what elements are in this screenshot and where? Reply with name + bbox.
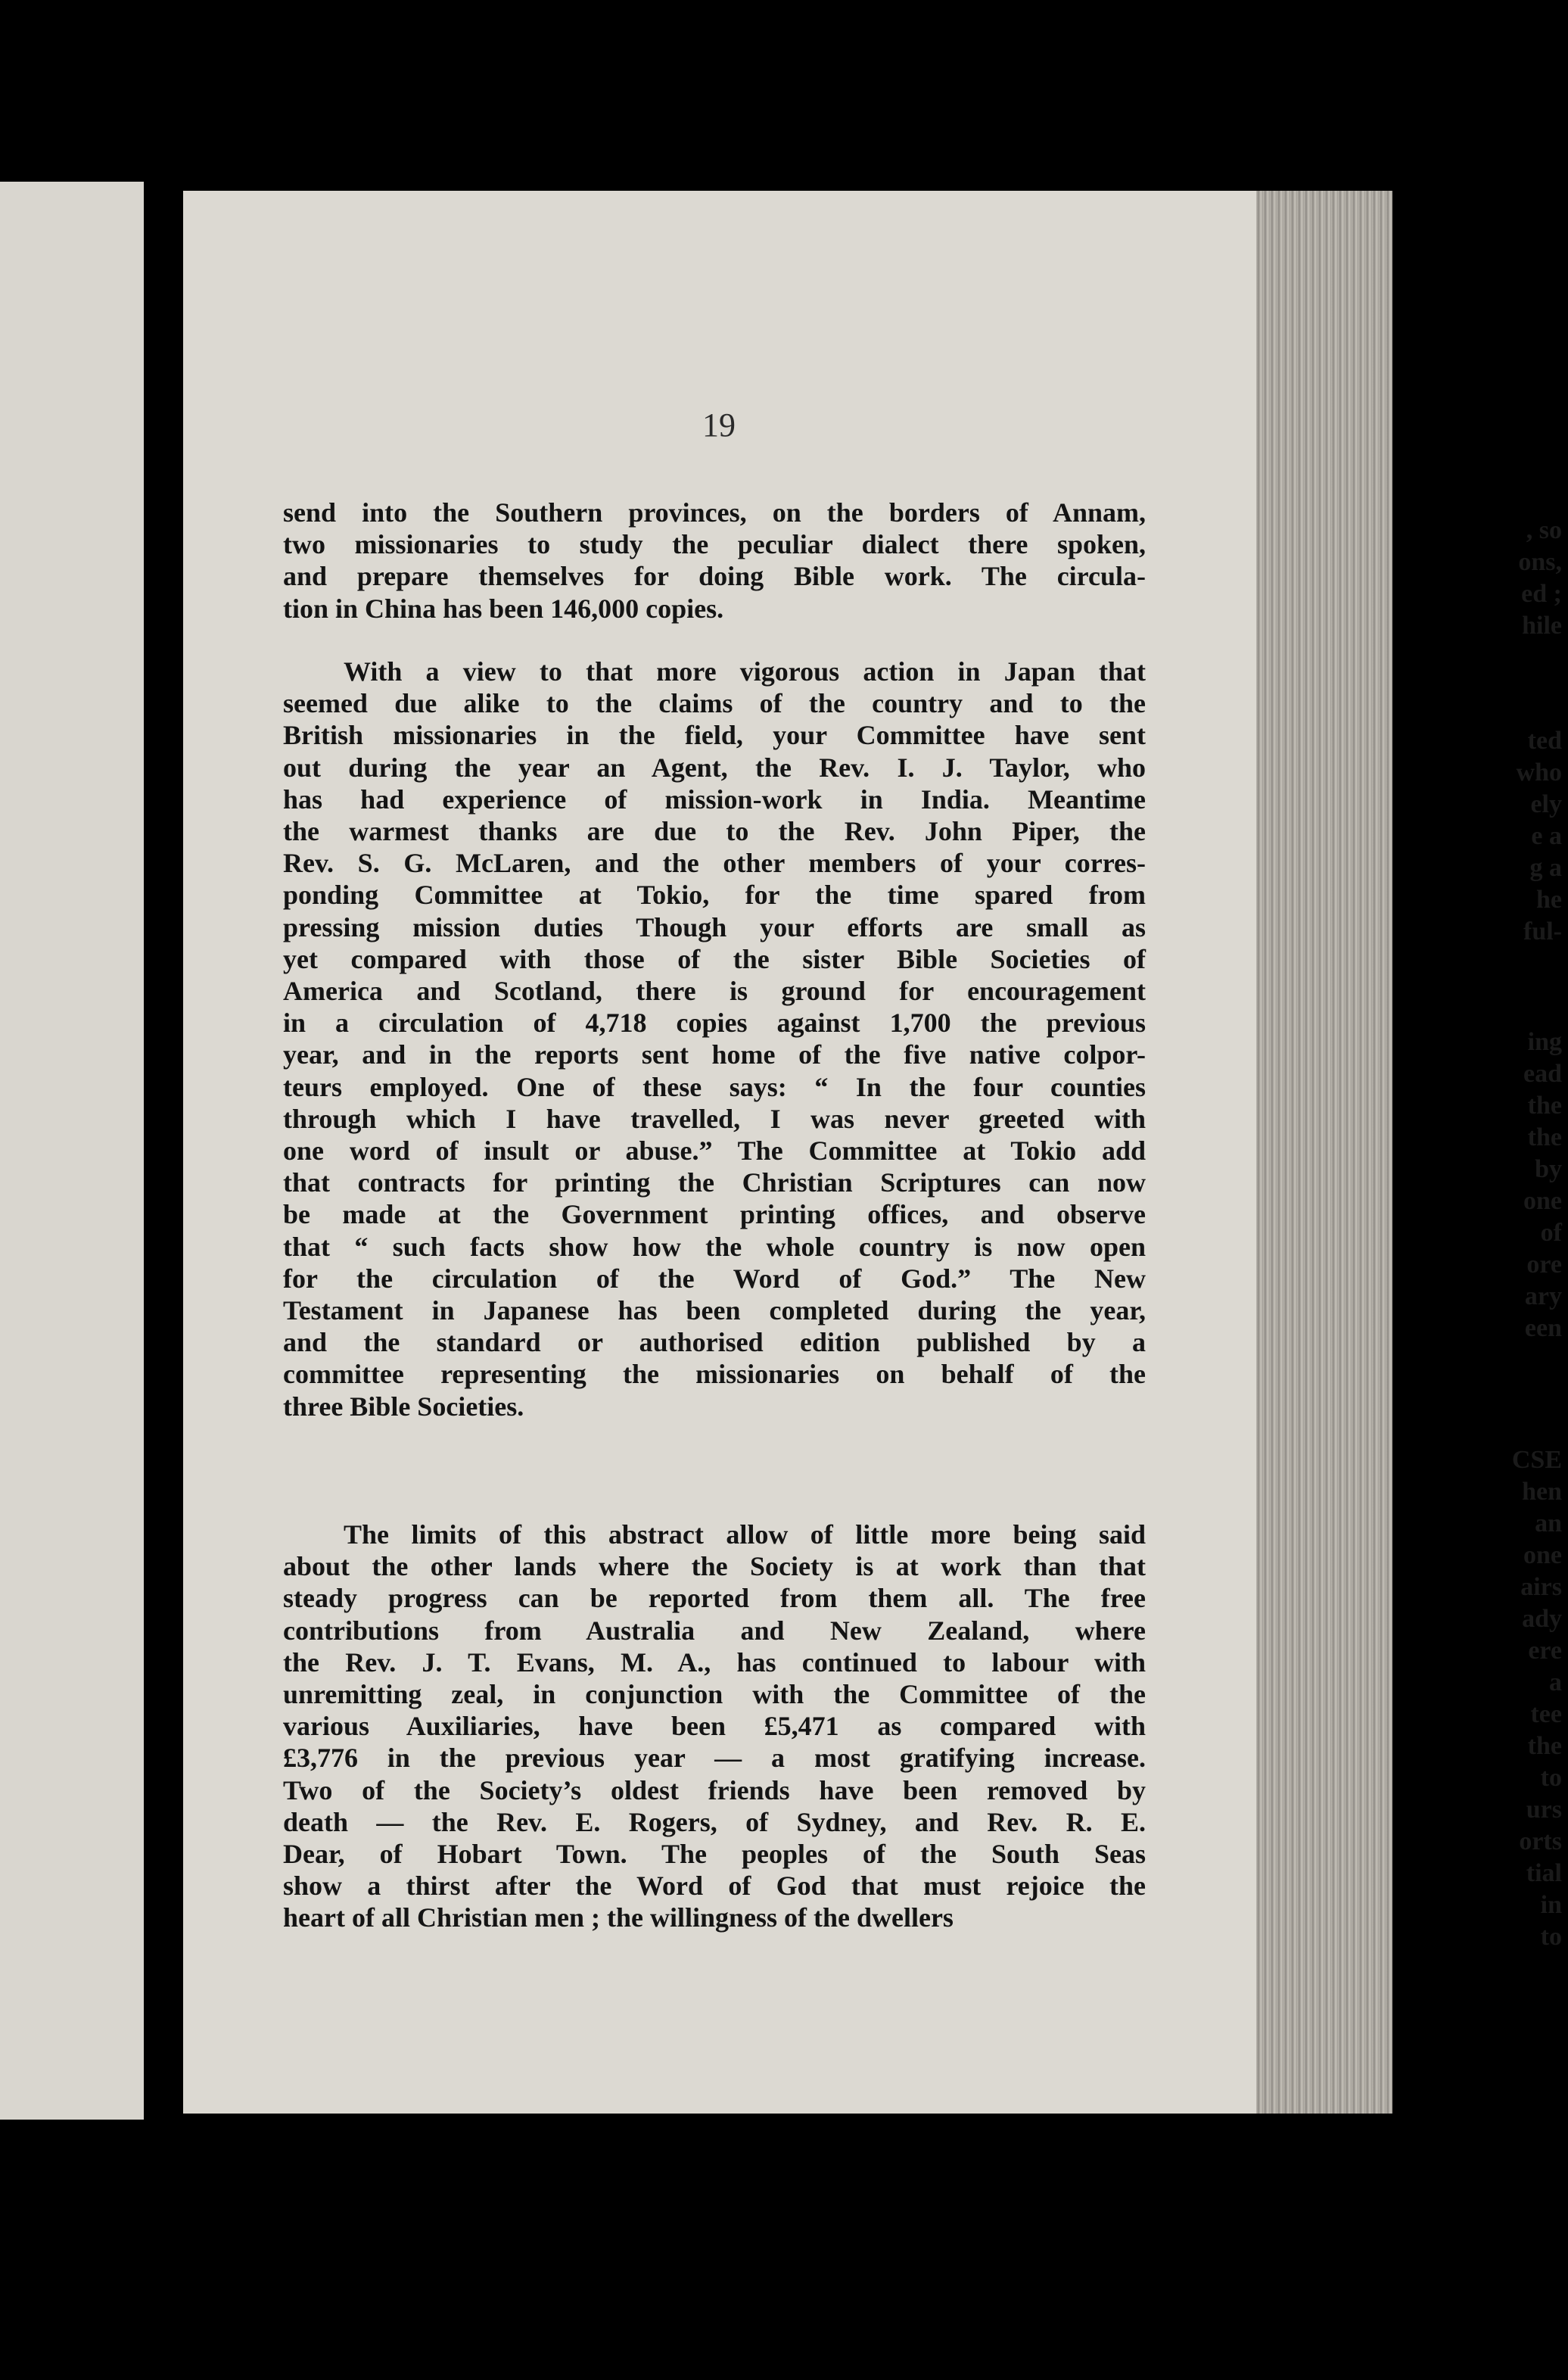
paragraph-japan (283, 656, 1146, 1422)
left-fragment-line: ful- (1523, 917, 1562, 945)
text-line: seemed due alike to the claims of the country and to the (283, 688, 1146, 719)
left-fragment-line: , so (1526, 516, 1562, 544)
left-fragment-line: hen (1522, 1478, 1562, 1506)
text-line: year, and in the reports sent home of the five native colpor- (283, 1039, 1146, 1070)
left-fragment-line: ead (1523, 1060, 1562, 1088)
left-fragment-line: ted (1527, 727, 1562, 755)
text-line: With a view to that more vigorous action in Japan that (344, 656, 1146, 687)
text-line: heart of all Christian men ; the willingness of the dwellers (283, 1902, 954, 1933)
left-fragment-line: ady (1522, 1605, 1562, 1633)
text-line: yet compared with those of the sister Bible Societies of (283, 943, 1146, 974)
left-fragment-line: of (1540, 1219, 1562, 1247)
text-line: ponding Committee at Tokio, for the time spared from (283, 880, 1146, 911)
left-fragment-line: tee (1530, 1700, 1562, 1728)
text-line: Rev. S. G. McLaren, and the other members of your corres- (283, 848, 1146, 879)
text-line: British missionaries in the field, your Committee have sent (283, 720, 1146, 751)
left-page-fragment-lower (1426, 1026, 1562, 1344)
text-line: be made at the Government printing offices, and observe (283, 1199, 1146, 1230)
text-line: the Rev. J. T. Evans, M. A., has continued to labour with (283, 1646, 1146, 1678)
left-facing-page (0, 182, 144, 2120)
text-line: has had experience of mission-work in India. Meantime (283, 783, 1146, 815)
text-line: steady progress can be reported from them all. The free (283, 1583, 1146, 1614)
left-fragment-line: who (1516, 759, 1562, 787)
left-page-fragment-top (1426, 515, 1562, 642)
text-line: death — the Rev. E. Rogers, of Sydney, and Rev. R. E. (283, 1806, 1146, 1837)
left-fragment-line: ing (1527, 1028, 1562, 1056)
text-line: in a circulation of 4,718 copies against 1,700 the previous (283, 1008, 1146, 1039)
text-line: tion in China has been 146,000 copies. (283, 593, 724, 624)
text-line: America and Scotland, there is ground for encouragement (283, 976, 1146, 1007)
left-fragment-line: one (1523, 1187, 1562, 1215)
left-fragment-line: CSE (1511, 1446, 1562, 1474)
text-line: that contracts for printing the Christian Scriptures can now (283, 1167, 1146, 1198)
text-line: for the circulation of the Word of God.” The New (283, 1263, 1146, 1294)
text-line: £3,776 in the previous year — a most gratifying increase. (283, 1743, 1146, 1774)
text-line: show a thirst after the Word of God that must rejoice the (283, 1871, 1146, 1902)
left-fragment-line: to (1540, 1764, 1562, 1792)
left-fragment-line: to (1540, 1923, 1562, 1951)
left-fragment-line: in (1540, 1891, 1562, 1919)
left-fragment-line: a (1549, 1668, 1562, 1696)
text-line: contributions from Australia and New Zealand, where (283, 1615, 1146, 1646)
left-fragment-line: ons, (1518, 548, 1562, 576)
text-line: unremitting zeal, in conjunction with the Committee of the (283, 1679, 1146, 1710)
text-line: through which I have travelled, I was never greeted with (283, 1103, 1146, 1134)
paragraph-china (283, 497, 1146, 625)
left-fragment-line: airs (1520, 1573, 1562, 1601)
page-number: 19 (702, 407, 736, 444)
text-line: pressing mission duties Though your efforts are small as (283, 911, 1146, 942)
left-page-fragment-bottom (1426, 1444, 1562, 1953)
left-fragment-line: een (1524, 1314, 1562, 1342)
left-fragment-line: the (1527, 1092, 1562, 1120)
left-fragment-line: tial (1526, 1859, 1562, 1887)
left-fragment-line: ary (1524, 1282, 1562, 1310)
text-line: three Bible Societies. (283, 1391, 524, 1422)
left-fragment-line: orts (1519, 1827, 1562, 1855)
left-fragment-line: ed ; (1521, 580, 1562, 608)
text-line: the warmest thanks are due to the Rev. John Piper, the (283, 816, 1146, 847)
text-line: that “ such facts show how the whole country is now open (283, 1231, 1146, 1262)
left-fragment-line: one (1523, 1541, 1562, 1569)
left-fragment-line: the (1527, 1732, 1562, 1760)
text-line: Dear, of Hobart Town. The peoples of the South Seas (283, 1839, 1146, 1870)
text-line: send into the Southern provinces, on the borders of Annam, (283, 497, 1146, 528)
text-line: and prepare themselves for doing Bible work. The circula- (283, 561, 1146, 592)
text-line: teurs employed. One of these says: “ In the four counties (283, 1071, 1146, 1102)
text-line: one word of insult or abuse.” The Committee at Tokio add (283, 1135, 1146, 1167)
text-line: out during the year an Agent, the Rev. I. J. Taylor, who (283, 752, 1146, 783)
left-fragment-line: an (1535, 1509, 1562, 1537)
text-line: Testament in Japanese has been completed during the year, (283, 1295, 1146, 1326)
left-page-fragment-middle (1426, 725, 1562, 948)
left-fragment-line: he (1536, 886, 1562, 914)
page-edge-shadow (1256, 191, 1392, 2114)
left-fragment-line: hile (1522, 612, 1562, 640)
text-line: committee representing the missionaries on behalf of the (283, 1359, 1146, 1390)
left-fragment-line: ely (1530, 790, 1562, 818)
left-fragment-line: urs (1526, 1796, 1562, 1824)
text-line: about the other lands where the Society is at work than that (283, 1551, 1146, 1582)
text-line: and the standard or authorised edition published by a (283, 1327, 1146, 1358)
text-line: The limits of this abstract allow of little more being said (344, 1519, 1146, 1550)
book-gutter (144, 167, 183, 2150)
left-fragment-line: e a (1531, 822, 1562, 850)
left-fragment-line: the (1527, 1123, 1562, 1151)
left-fragment-line: ere (1528, 1637, 1562, 1665)
left-fragment-line: ore (1526, 1251, 1562, 1279)
left-fragment-line: g a (1529, 854, 1562, 882)
paragraph-australia (283, 1519, 1146, 1934)
left-fragment-line: by (1535, 1155, 1562, 1183)
text-line: various Auxiliaries, have been £5,471 as compared with (283, 1711, 1146, 1742)
text-line: two missionaries to study the peculiar dialect there spoken, (283, 529, 1146, 560)
text-line: Two of the Society’s oldest friends have been removed by (283, 1774, 1146, 1805)
